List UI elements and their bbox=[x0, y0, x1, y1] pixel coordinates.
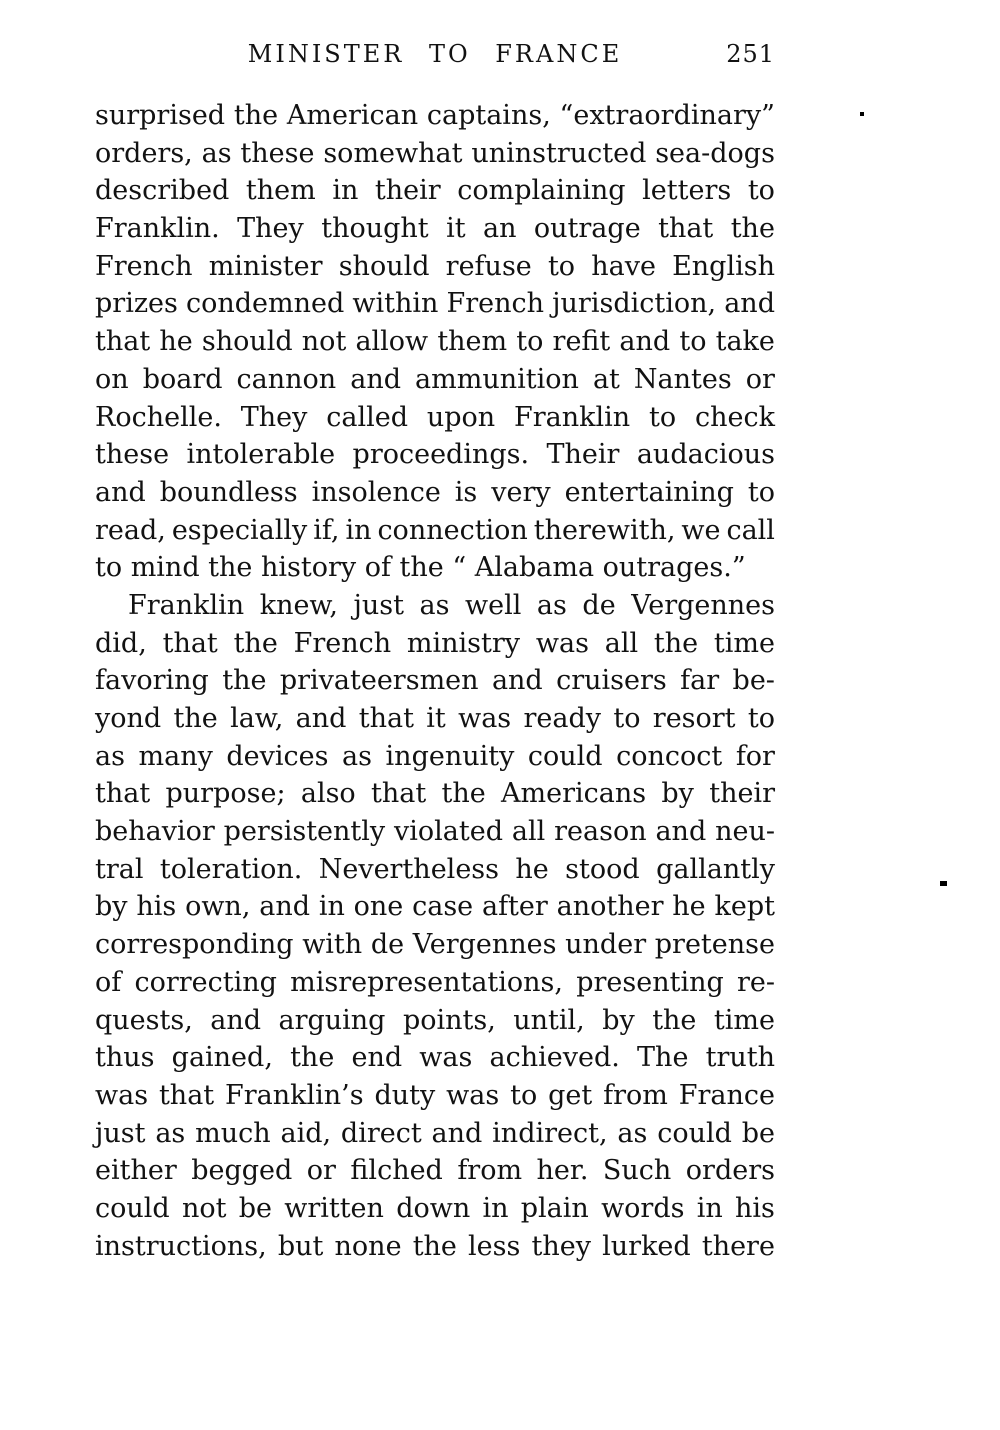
word: violated bbox=[394, 816, 504, 848]
word: favoring bbox=[95, 665, 209, 697]
word: somewhat bbox=[323, 137, 463, 169]
word: described bbox=[95, 175, 230, 207]
word: an bbox=[482, 213, 517, 245]
word: was bbox=[535, 627, 589, 659]
word: reason bbox=[554, 816, 647, 848]
text-line bbox=[95, 248, 775, 286]
word: refuse bbox=[445, 250, 532, 282]
text-line bbox=[95, 1077, 775, 1115]
word: either bbox=[95, 1155, 177, 1187]
word: connection bbox=[377, 514, 528, 546]
word: by bbox=[602, 1004, 635, 1036]
word: if, bbox=[313, 514, 340, 546]
word: in bbox=[332, 175, 359, 207]
text-line bbox=[95, 474, 775, 512]
word: orders bbox=[685, 1155, 775, 1187]
word: he bbox=[672, 891, 706, 923]
word: have bbox=[591, 250, 656, 282]
text-line bbox=[95, 625, 775, 663]
word: arguing bbox=[278, 1004, 386, 1036]
word: insolence bbox=[311, 476, 441, 508]
word: to bbox=[747, 703, 775, 734]
word: well bbox=[464, 589, 522, 621]
word: devices bbox=[226, 740, 329, 772]
word: as bbox=[95, 740, 125, 772]
word: her. bbox=[536, 1155, 589, 1187]
text-line bbox=[95, 172, 775, 210]
word: misrepresentations, bbox=[290, 966, 563, 998]
word: French bbox=[446, 288, 545, 320]
word: did, bbox=[95, 627, 147, 659]
word: to bbox=[649, 401, 677, 433]
word: the bbox=[412, 1230, 457, 1262]
word: begged bbox=[191, 1155, 293, 1187]
word: thought bbox=[321, 213, 429, 245]
word: to bbox=[679, 326, 707, 358]
word: prizes bbox=[95, 288, 178, 320]
word: much bbox=[195, 1117, 271, 1149]
word: far bbox=[680, 665, 720, 697]
word: to bbox=[747, 175, 775, 207]
text-line bbox=[95, 1228, 775, 1266]
text-line bbox=[95, 700, 775, 738]
word: Their bbox=[546, 439, 620, 471]
word: and bbox=[210, 1004, 262, 1036]
word: all bbox=[604, 627, 639, 659]
text-line bbox=[95, 1190, 775, 1228]
word: to bbox=[516, 326, 544, 358]
word: points, bbox=[402, 1004, 496, 1036]
word: was bbox=[419, 1042, 473, 1074]
word: Franklin bbox=[514, 401, 631, 433]
word: that bbox=[658, 213, 714, 245]
word: the bbox=[173, 703, 218, 734]
word: case bbox=[412, 891, 474, 923]
word: them bbox=[437, 326, 508, 358]
text-line bbox=[95, 888, 775, 926]
text-line bbox=[95, 1115, 775, 1153]
word: Franklin. bbox=[95, 213, 220, 245]
word: their bbox=[374, 175, 441, 207]
word: boundless bbox=[159, 476, 298, 508]
word: on bbox=[95, 363, 129, 395]
word: orders, bbox=[95, 137, 193, 169]
text-line bbox=[95, 662, 775, 700]
word: in bbox=[318, 891, 345, 923]
word: with bbox=[302, 929, 363, 961]
text-line bbox=[95, 1039, 775, 1077]
word: cruisers bbox=[556, 665, 667, 697]
word: aid, bbox=[280, 1117, 332, 1149]
word: and bbox=[491, 665, 543, 697]
word: time bbox=[713, 627, 775, 659]
word: it bbox=[426, 703, 446, 734]
word: them bbox=[245, 175, 316, 207]
running-head-title: MINISTER TO FRANCE bbox=[247, 40, 623, 68]
word: none bbox=[334, 1230, 402, 1262]
word: own, bbox=[185, 891, 251, 923]
word: Franklin’s bbox=[225, 1079, 364, 1111]
word: Such bbox=[602, 1155, 672, 1187]
text-line bbox=[95, 135, 775, 173]
word: be bbox=[741, 1117, 775, 1149]
running-head bbox=[95, 40, 775, 72]
word: the bbox=[290, 1042, 335, 1074]
text-line bbox=[95, 399, 775, 437]
word: their bbox=[709, 778, 775, 810]
word: French bbox=[95, 250, 193, 282]
word: re- bbox=[736, 966, 775, 998]
word: Nantes bbox=[633, 363, 732, 395]
word: and bbox=[350, 363, 402, 395]
word: was bbox=[95, 1079, 149, 1111]
word: not bbox=[181, 1192, 227, 1224]
word: gallantly bbox=[656, 853, 775, 885]
word: the bbox=[730, 213, 775, 245]
word: in bbox=[345, 514, 372, 546]
word: check bbox=[694, 401, 775, 433]
word: ingenuity bbox=[385, 740, 515, 772]
word: cannon bbox=[236, 363, 337, 395]
word: and bbox=[431, 1117, 483, 1149]
word: after bbox=[481, 891, 548, 923]
text-line bbox=[95, 285, 775, 323]
word: also bbox=[300, 778, 356, 810]
word: and bbox=[295, 703, 347, 734]
word: correcting bbox=[134, 966, 277, 998]
word: his bbox=[735, 1192, 775, 1224]
word: words bbox=[601, 1192, 685, 1224]
word: of bbox=[95, 966, 122, 998]
word: They bbox=[237, 213, 304, 245]
page-number: 251 bbox=[726, 40, 775, 68]
word: de bbox=[370, 929, 405, 961]
word: therewith, bbox=[533, 514, 676, 546]
scan-speck bbox=[860, 112, 864, 116]
word: entertaining bbox=[564, 476, 734, 508]
word: refit bbox=[552, 326, 611, 358]
word: down bbox=[396, 1192, 471, 1224]
word: yond bbox=[95, 703, 162, 734]
word: for bbox=[735, 740, 775, 772]
word: read, bbox=[95, 514, 166, 546]
word: intolerable bbox=[186, 439, 336, 471]
word: not bbox=[301, 326, 347, 358]
word: ammunition bbox=[415, 363, 579, 395]
word: take bbox=[715, 326, 775, 358]
word: written bbox=[284, 1192, 384, 1224]
word: law, bbox=[230, 703, 284, 734]
word: “extraordinary” bbox=[559, 100, 775, 131]
word: there bbox=[701, 1230, 775, 1262]
word: by bbox=[661, 778, 694, 810]
word: be- bbox=[732, 665, 775, 697]
word: Vergennes bbox=[631, 589, 775, 621]
word: get bbox=[548, 1079, 593, 1111]
text-block bbox=[95, 97, 775, 1265]
word: proceedings. bbox=[352, 439, 530, 471]
word: until, bbox=[513, 1004, 585, 1036]
word: that bbox=[158, 1079, 215, 1111]
word: sea-dogs bbox=[655, 137, 775, 169]
word: the bbox=[441, 778, 486, 810]
word: should bbox=[201, 326, 293, 358]
text-line bbox=[95, 210, 775, 248]
word: purpose; bbox=[165, 778, 286, 810]
word: he bbox=[515, 853, 549, 885]
word: or bbox=[745, 363, 775, 395]
word: especially bbox=[171, 514, 308, 546]
word: end bbox=[351, 1042, 403, 1074]
text-line bbox=[95, 587, 775, 625]
word: allow bbox=[355, 326, 429, 358]
word: English bbox=[672, 250, 775, 282]
word: thus bbox=[95, 1042, 155, 1074]
word: neu- bbox=[715, 816, 775, 848]
text-line bbox=[95, 323, 775, 361]
word: he bbox=[159, 326, 193, 358]
word: upon bbox=[426, 401, 496, 433]
word: be bbox=[238, 1192, 272, 1224]
word: tral bbox=[95, 853, 144, 885]
word: it bbox=[446, 213, 466, 245]
word: very bbox=[491, 476, 551, 508]
word: French bbox=[293, 627, 392, 659]
word: They bbox=[240, 401, 308, 433]
word: the bbox=[652, 1004, 697, 1036]
word: to bbox=[510, 1079, 538, 1111]
word: these bbox=[240, 137, 315, 169]
word: to bbox=[747, 476, 775, 508]
word: and bbox=[724, 288, 775, 320]
word: that bbox=[358, 703, 414, 734]
word: but bbox=[277, 1230, 324, 1262]
word: Americans bbox=[500, 778, 647, 810]
word: quests, bbox=[95, 1004, 193, 1036]
text-line bbox=[95, 436, 775, 474]
text-line bbox=[95, 926, 775, 964]
word: kept bbox=[714, 891, 775, 923]
text-line bbox=[95, 512, 775, 550]
text-line bbox=[95, 361, 775, 399]
word: condemned bbox=[186, 288, 345, 320]
word: indirect, bbox=[492, 1117, 608, 1149]
word: direct bbox=[340, 1117, 422, 1149]
word: as bbox=[536, 589, 567, 621]
word: and bbox=[95, 476, 146, 508]
text-line bbox=[95, 97, 775, 135]
word: the bbox=[653, 627, 699, 659]
word: and bbox=[259, 891, 310, 923]
word: American bbox=[286, 100, 419, 131]
word: board bbox=[142, 363, 223, 395]
word: knew, bbox=[259, 589, 338, 621]
word: could bbox=[95, 1192, 170, 1224]
word: France bbox=[678, 1079, 775, 1111]
word: that bbox=[95, 778, 151, 810]
word: resort bbox=[652, 703, 736, 734]
word: was bbox=[446, 1079, 500, 1111]
text-line bbox=[95, 813, 775, 851]
word: The bbox=[637, 1042, 689, 1074]
word: in bbox=[696, 1192, 723, 1224]
word: letters bbox=[642, 175, 732, 207]
word: from bbox=[603, 1079, 668, 1111]
word: concoct bbox=[616, 740, 723, 772]
word: toleration. bbox=[159, 853, 303, 885]
word: persistently bbox=[223, 816, 386, 848]
word: Franklin bbox=[128, 589, 245, 621]
word: from bbox=[457, 1155, 523, 1187]
word: ready bbox=[523, 703, 602, 734]
word: called bbox=[326, 401, 408, 433]
word: just bbox=[95, 1117, 146, 1149]
text-line bbox=[95, 851, 775, 889]
word: within bbox=[352, 288, 439, 320]
word: de bbox=[582, 589, 616, 621]
word: captains, bbox=[426, 100, 551, 131]
text-line bbox=[95, 1002, 775, 1040]
word: uninstructed bbox=[471, 137, 647, 169]
word: privateersmen bbox=[279, 665, 479, 697]
word: duty bbox=[374, 1079, 436, 1111]
word: gained, bbox=[171, 1042, 273, 1074]
text-line bbox=[95, 775, 775, 813]
word: jurisdiction, bbox=[552, 288, 717, 320]
word: as bbox=[201, 137, 232, 169]
word: lurked bbox=[602, 1230, 691, 1262]
word: corresponding bbox=[95, 929, 294, 961]
word: just bbox=[353, 589, 404, 621]
word: by bbox=[95, 891, 128, 923]
word: at bbox=[592, 363, 620, 395]
word: or bbox=[306, 1155, 336, 1187]
text-line bbox=[95, 738, 775, 776]
word: these bbox=[95, 439, 170, 471]
word: less bbox=[468, 1230, 521, 1262]
word: the bbox=[233, 627, 278, 659]
word: ministry bbox=[406, 627, 521, 659]
word: Rochelle. bbox=[95, 401, 222, 433]
word: was bbox=[458, 703, 512, 734]
word: should bbox=[338, 250, 430, 282]
word: plain bbox=[520, 1192, 589, 1224]
word: behavior bbox=[95, 816, 215, 848]
word: could bbox=[527, 740, 603, 772]
word: is bbox=[454, 476, 478, 508]
word: as bbox=[617, 1117, 648, 1149]
text-line bbox=[95, 1152, 775, 1190]
word: his bbox=[136, 891, 177, 923]
word: that bbox=[95, 326, 151, 358]
word: as bbox=[419, 589, 450, 621]
word: and bbox=[619, 326, 671, 358]
word: instructions, bbox=[95, 1230, 267, 1262]
word: audacious bbox=[636, 439, 775, 471]
word: call bbox=[726, 514, 775, 546]
word: Nevertheless bbox=[318, 853, 500, 885]
word: as bbox=[342, 740, 372, 772]
word: surprised bbox=[95, 100, 226, 131]
word: achieved. bbox=[489, 1042, 620, 1074]
word: as bbox=[155, 1117, 186, 1149]
scan-speck bbox=[940, 881, 947, 886]
word: to bbox=[613, 703, 641, 734]
word: pretense bbox=[654, 929, 775, 961]
word: time bbox=[713, 1004, 775, 1036]
word: complaining bbox=[457, 175, 626, 207]
word: that bbox=[370, 778, 427, 810]
word: they bbox=[531, 1230, 591, 1262]
word: minister bbox=[208, 250, 323, 282]
word: filched bbox=[350, 1155, 443, 1187]
word: we bbox=[681, 514, 721, 546]
word: the bbox=[222, 665, 267, 697]
word: Vergennes bbox=[412, 929, 557, 961]
word: one bbox=[353, 891, 404, 923]
word: another bbox=[556, 891, 664, 923]
word: in bbox=[482, 1192, 509, 1224]
word: all bbox=[511, 816, 546, 848]
word: outrage bbox=[533, 213, 641, 245]
word: presenting bbox=[576, 966, 724, 998]
word: under bbox=[565, 929, 647, 961]
word: could bbox=[657, 1117, 732, 1149]
word: truth bbox=[705, 1042, 775, 1074]
word: stood bbox=[565, 853, 640, 885]
text-line: to mind the history of the “ Alabama outrages.” bbox=[95, 552, 746, 584]
word: to bbox=[547, 250, 576, 282]
text-line bbox=[95, 964, 775, 1002]
word: and bbox=[655, 816, 707, 848]
word: that bbox=[162, 627, 218, 659]
word: many bbox=[138, 740, 213, 772]
word: the bbox=[233, 100, 279, 131]
